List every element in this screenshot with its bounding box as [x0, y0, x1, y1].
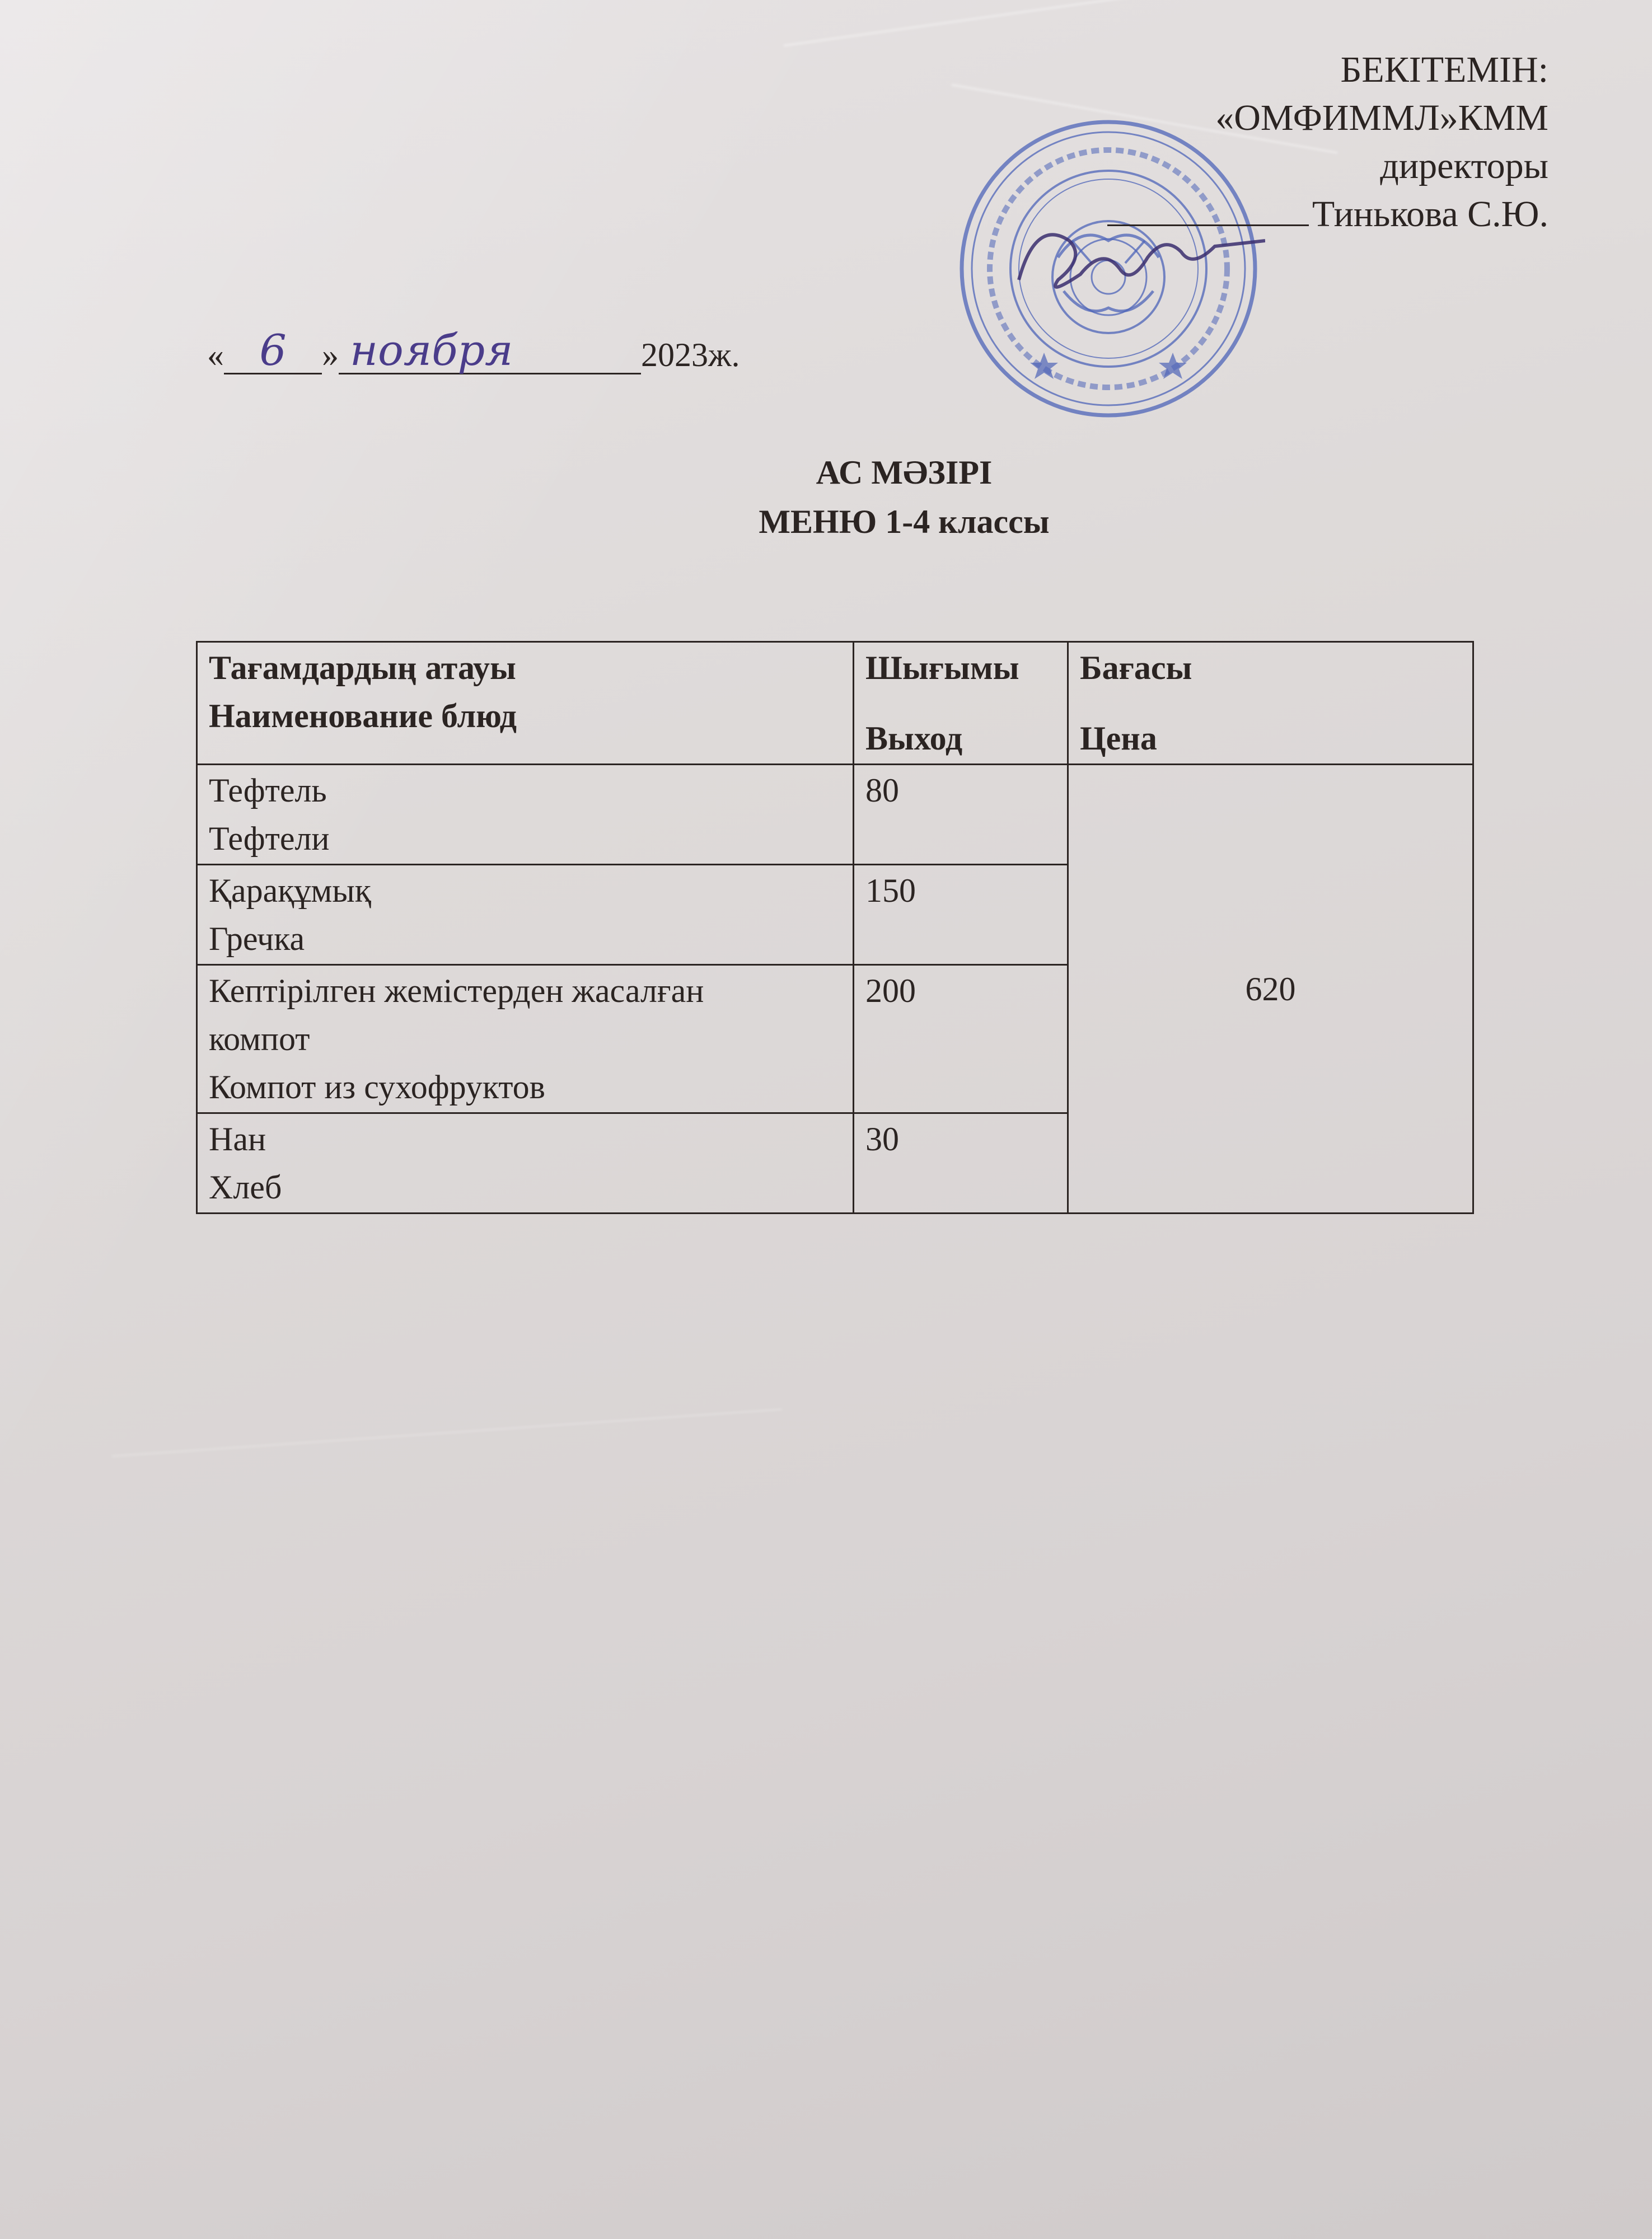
director-name: Тинькова С.Ю.: [1312, 194, 1548, 235]
table-row: [197, 765, 1473, 865]
dish-name-cell: [197, 865, 854, 965]
dish-output-cell: 80: [854, 765, 1068, 865]
header-output-ru: Выход: [865, 720, 963, 757]
dish-output-cell: 150: [854, 865, 1068, 965]
price-cell: 620: [1068, 765, 1473, 1214]
header-price-ru: Цена: [1080, 720, 1157, 757]
header-output-kz: Шығымы: [865, 649, 1019, 686]
header-price-kz: Бағасы: [1080, 649, 1192, 686]
approval-organization: «ОМФИММЛ»КММ: [1215, 97, 1548, 138]
header-dish-name-kz: Тағамдардың атауы: [209, 649, 516, 686]
month-handwritten: ноября: [350, 325, 513, 375]
dish-name-kz: Нан: [209, 1121, 266, 1158]
dish-name-cell: [197, 1113, 854, 1214]
header-dish-name-ru: Наименование блюд: [209, 697, 517, 734]
dish-name-ru: Гречка: [209, 920, 305, 957]
table-header-row: [197, 642, 1473, 765]
signature-blank: [1107, 191, 1309, 226]
dish-name-ru: Компот из сухофруктов: [209, 1069, 545, 1106]
approval-heading: БЕКІТЕМІН:: [1340, 49, 1548, 90]
header-dish-name: [197, 642, 854, 765]
title-kazakh: АС МӘЗІРІ: [816, 454, 993, 491]
date-year: 2023ж.: [641, 336, 740, 373]
date-open-quote: «: [207, 336, 224, 373]
director-signature-line: [1107, 190, 1548, 238]
date-close-quote: »: [322, 336, 339, 373]
dish-name-kz: Қарақұмық: [209, 872, 371, 909]
dish-output-cell: 30: [854, 1113, 1068, 1214]
header-output: [854, 642, 1068, 765]
dish-name-cell: [197, 965, 854, 1113]
dish-name-kz: Кептірілген жемістерден жасалған: [209, 972, 704, 1009]
dish-name-kz: Тефтель: [209, 772, 327, 809]
approval-block: [1107, 46, 1548, 238]
day-field: [224, 325, 322, 375]
dish-name-ru: Тефтели: [209, 820, 330, 857]
dish-name-kz-continued: компот: [209, 1020, 310, 1057]
dish-name-ru: Хлеб: [209, 1169, 282, 1206]
dish-name-cell: [197, 765, 854, 865]
document-title: [0, 448, 1652, 546]
date-line: [207, 325, 740, 375]
title-russian: МЕНЮ 1-4 классы: [759, 503, 1050, 540]
approval-position: директоры: [1380, 146, 1548, 186]
menu-table: [196, 641, 1474, 1214]
paper-wrinkle: [112, 1408, 782, 1457]
month-field: [339, 325, 641, 375]
day-handwritten: 6: [259, 325, 287, 375]
header-price: [1068, 642, 1473, 765]
dish-output-cell: 200: [854, 965, 1068, 1113]
paper-wrinkle: [784, 0, 1283, 46]
